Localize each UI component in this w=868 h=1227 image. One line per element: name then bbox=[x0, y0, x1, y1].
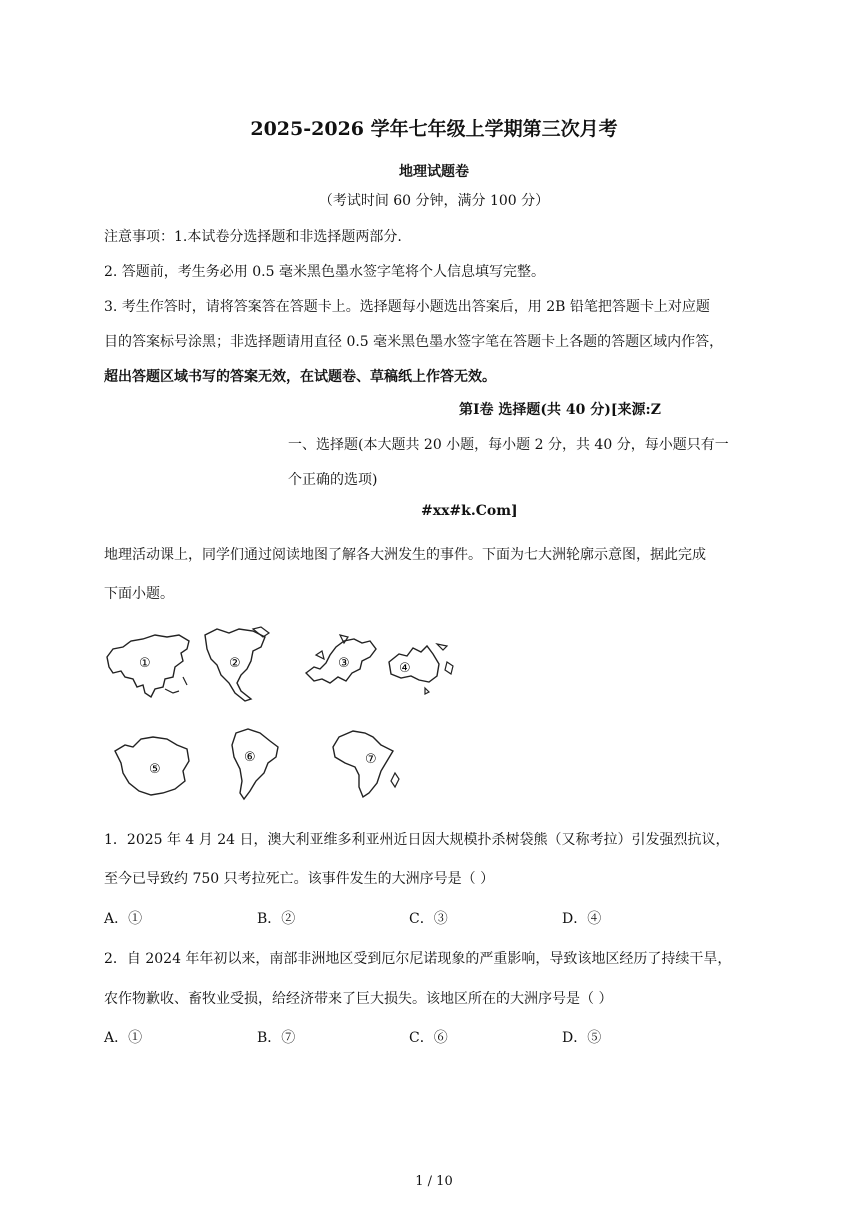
continent-map-asia bbox=[103, 627, 195, 703]
question-2-option-c[interactable]: C．⑥ bbox=[409, 1030, 448, 1046]
map-label-3: ③ bbox=[338, 656, 350, 671]
question-1-option-b[interactable]: B．② bbox=[257, 911, 296, 927]
question-1-line-2: 至今已导致约 750 只考拉死亡。该事件发生的大洲序号是（ ） bbox=[104, 871, 495, 887]
question-2-option-b[interactable]: B．⑦ bbox=[257, 1030, 296, 1046]
section-heading: 第Ⅰ卷 选择题(共 40 分)[来源:Z bbox=[459, 402, 661, 418]
map-label-6: ⑥ bbox=[244, 750, 256, 765]
intro-line-2: 下面小题。 bbox=[104, 586, 174, 602]
notes-line-3: 3. 考生作答时，请将答案答在答题卡上。选择题每小题选出答案后，用 2B 铅笔把答题卡上对应题 bbox=[104, 299, 710, 315]
notes-line-4: 目的答案标号涂黑；非选择题请用直径 0.5 毫米黑色墨水签字笔在答题卡上各题的答题区域内作答， bbox=[104, 334, 724, 350]
continent-map-africa bbox=[329, 727, 405, 801]
question-1-line-1: 1．2025 年 4 月 24 日，澳大利亚维多利亚州近日因大规模扑杀树袋熊（又称考拉）引发强烈抗议， bbox=[104, 832, 730, 848]
continent-map-europe bbox=[300, 633, 380, 689]
map-label-7: ⑦ bbox=[365, 752, 377, 767]
question-1-option-c[interactable]: C．③ bbox=[409, 911, 448, 927]
map-label-1: ① bbox=[139, 656, 151, 671]
notes-line-2: 2. 答题前，考生务必用 0.5 毫米黑色墨水签字笔将个人信息填写完整。 bbox=[104, 264, 545, 280]
source-watermark-text: #xx#k.Com] bbox=[421, 503, 518, 519]
time-note: （考试时间 60 分钟，满分 100 分） bbox=[318, 193, 550, 209]
map-label-4: ④ bbox=[399, 661, 411, 676]
question-1-option-d[interactable]: D．④ bbox=[562, 911, 602, 927]
question-2-option-d[interactable]: D．⑤ bbox=[562, 1030, 602, 1046]
map-label-5: ⑤ bbox=[149, 762, 161, 777]
intro-line-1: 地理活动课上，同学们通过阅读地图了解各大洲发生的事件。下面为七大洲轮廓示意图，据此完成 bbox=[104, 547, 706, 563]
question-2-option-a[interactable]: A．① bbox=[104, 1030, 143, 1046]
continent-map-antarctica bbox=[111, 731, 195, 801]
exam-title: 2025-2026 学年七年级上学期第三次月考 bbox=[250, 118, 618, 140]
section-instruction-2: 个正确的选项) bbox=[288, 472, 378, 488]
continent-map-south-america bbox=[228, 727, 284, 801]
notes-line-5: 超出答题区域书写的答案无效，在试题卷、草稿纸上作答无效。 bbox=[104, 369, 496, 385]
question-2-line-2: 农作物歉收、畜牧业受损，给经济带来了巨大损失。该地区所在的大洲序号是（ ） bbox=[104, 991, 613, 1007]
page-number: 1 / 10 bbox=[415, 1174, 453, 1189]
map-label-2: ② bbox=[229, 656, 241, 671]
question-2-line-1: 2．自 2024 年年初以来，南部非洲地区受到厄尔尼诺现象的严重影响，导致该地区经历了持续干旱， bbox=[104, 951, 732, 967]
notes-line-1: 注意事项：1.本试卷分选择题和非选择题两部分. bbox=[104, 229, 402, 245]
continent-map-oceania bbox=[381, 640, 461, 696]
exam-subtitle: 地理试题卷 bbox=[399, 164, 469, 180]
section-instruction-1: 一、选择题(本大题共 20 小题，每小题 2 分，共 40 分，每小题只有一 bbox=[288, 437, 729, 453]
question-1-option-a[interactable]: A．① bbox=[104, 911, 143, 927]
continent-map-north-america bbox=[199, 625, 279, 705]
